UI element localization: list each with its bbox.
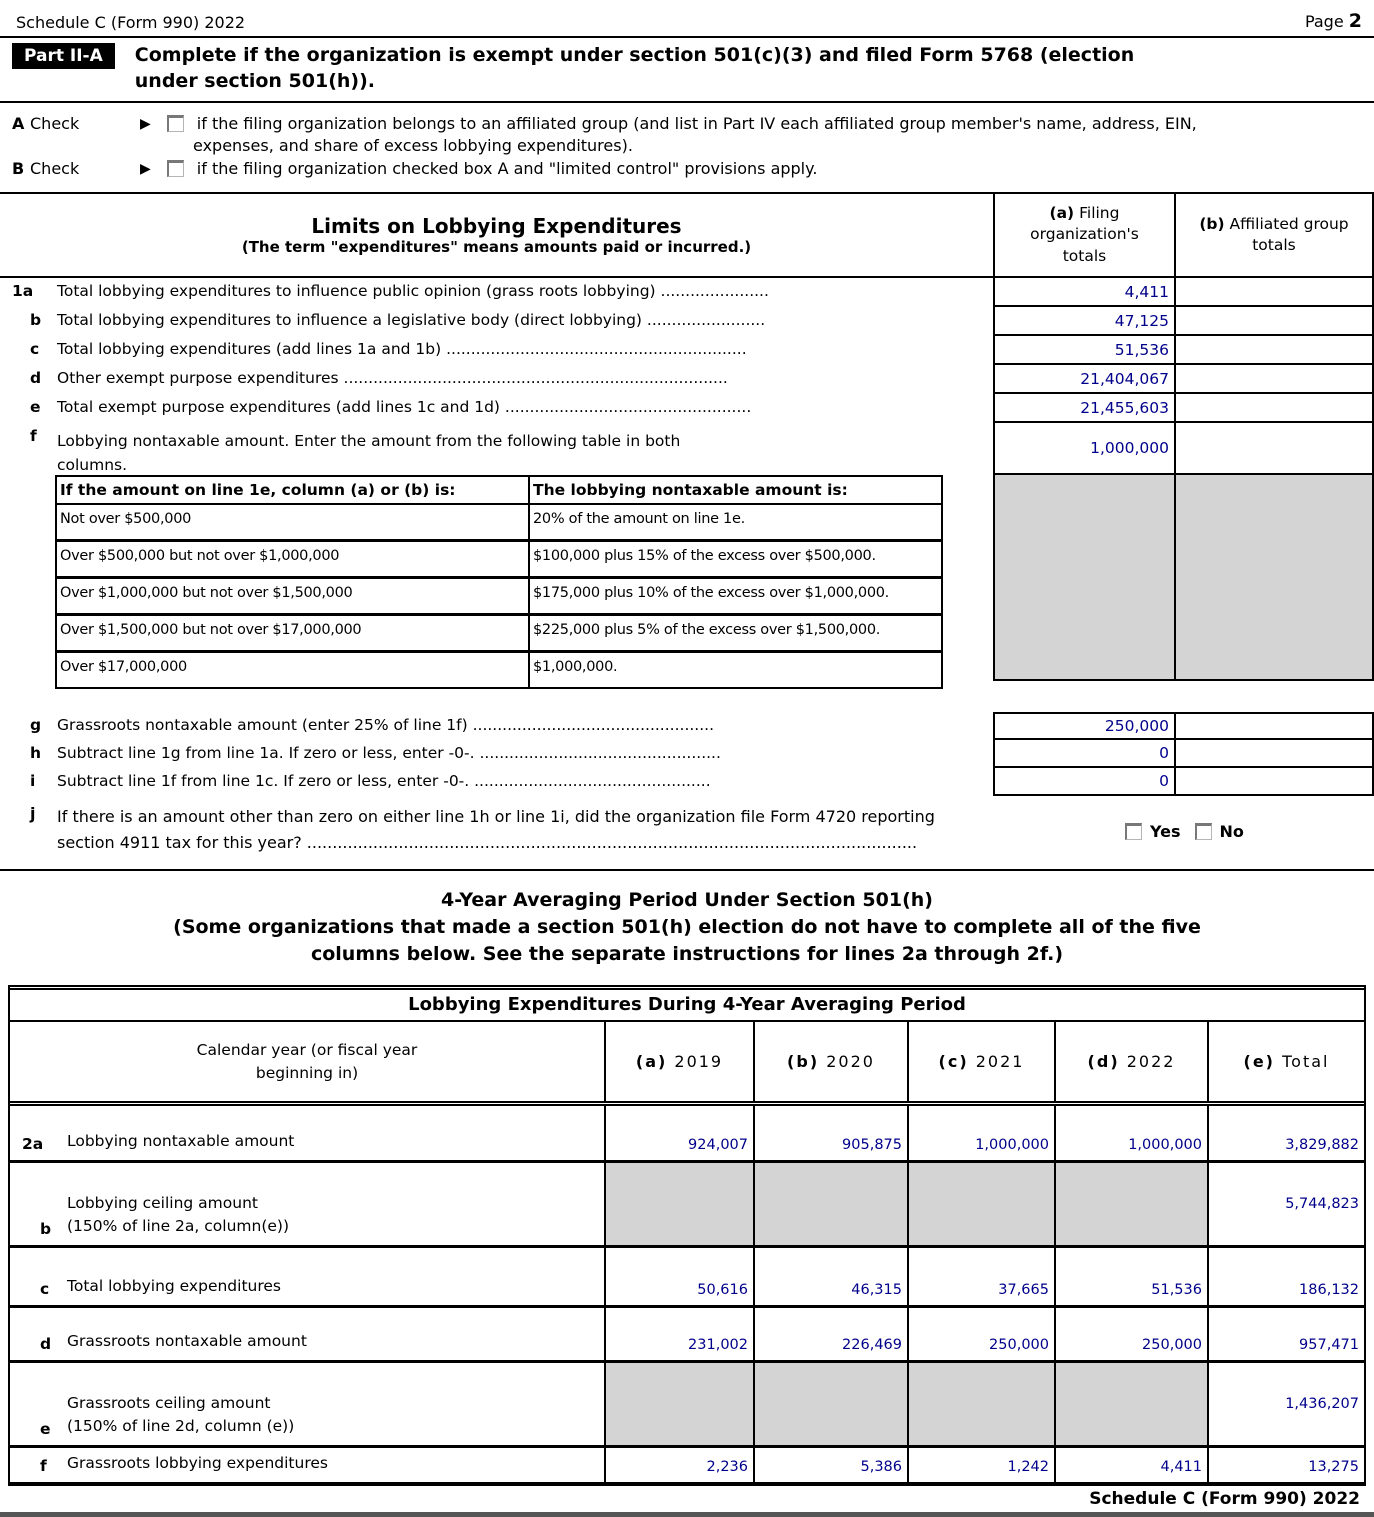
check-a-checkbox[interactable] <box>167 115 184 132</box>
line-1b-value-a: 47,125 <box>993 307 1174 336</box>
year-header-2019: (a) 2019 <box>604 1022 753 1101</box>
line-1j-row <box>0 804 1374 855</box>
line-number: b <box>40 1220 52 1239</box>
line-number: e <box>40 1420 51 1439</box>
line-1g-value-a: 250,000 <box>993 712 1174 740</box>
line-1c-value-a: 51,536 <box>993 336 1174 365</box>
cell-2a-2022: 1,000,000 <box>1054 1106 1207 1160</box>
cell-2f-2022: 4,411 <box>1054 1448 1207 1482</box>
line-1c-row <box>0 336 1374 365</box>
cell-2a-2020: 905,875 <box>753 1106 907 1160</box>
cell-2d-2022: 250,000 <box>1054 1308 1207 1360</box>
line-1a-value-a: 4,411 <box>993 278 1174 307</box>
cell-2e-2022 <box>1054 1363 1207 1445</box>
cell-2b-2020 <box>753 1163 907 1245</box>
row-label: Lobbying ceiling amount (150% of line 2a, column(e)) <box>67 1193 290 1235</box>
bracket-row-4: Over $1,500,000 but not over $17,000,000 $225,000 plus 5% of the excess over $1,500,000. <box>57 616 941 653</box>
calendar-year-header: Calendar year (or fiscal year beginning in) <box>196 1041 418 1082</box>
line-number: d <box>30 369 42 388</box>
line-number: b <box>30 311 42 330</box>
line-1f-value-b <box>1174 423 1374 475</box>
line-number: f <box>30 427 37 446</box>
cell-2b-total: 5,744,823 <box>1207 1163 1364 1245</box>
cell-2c-2020: 46,315 <box>753 1248 907 1305</box>
line-1g-value-b <box>1174 712 1374 740</box>
line-label: Other exempt purpose expenditures .............................................................................. <box>57 369 728 388</box>
cell-2c-2019: 50,616 <box>604 1248 753 1305</box>
bracket-table-container <box>0 475 993 681</box>
line-label: Total exempt purpose expenditures (add lines 1c and 1d) .................................................. <box>57 398 752 417</box>
cell-2e-2021 <box>907 1363 1054 1445</box>
no-label: No <box>1219 821 1244 841</box>
part-title-line1: Complete if the organization is exempt under section 501(c)(3) and filed Form 5768 (election <box>134 44 1135 66</box>
cell-2f-2020: 5,386 <box>753 1448 907 1482</box>
line-number: 1a <box>12 282 34 301</box>
row-label: Total lobbying expenditures <box>67 1277 281 1295</box>
cell-2c-2021: 37,665 <box>907 1248 1054 1305</box>
page-number: 2 <box>1348 10 1362 32</box>
part-title-line2: under section 501(h)). <box>134 69 376 92</box>
check-a-text: if the filing organization belongs to an affiliated group (and list in Part IV each affiliated group member's name, address, EIN, <box>196 114 1197 134</box>
limits-table <box>0 192 1374 855</box>
pointer-icon: ▶ <box>140 115 151 132</box>
cell-2d-2019: 231,002 <box>604 1308 753 1360</box>
column-b-tag: (b) <box>1199 214 1225 233</box>
averaging-title: 4-Year Averaging Period Under Section 501(h) <box>441 889 933 912</box>
cell-2c-2022: 51,536 <box>1054 1248 1207 1305</box>
averaging-subtitle-line1: (Some organizations that made a section 501(h) election do not have to complete all of the five <box>173 916 1201 939</box>
line-label: Total lobbying expenditures (add lines 1a and 1b) ............................................................. <box>57 340 747 359</box>
line-1e-value-b <box>1174 394 1374 423</box>
cell-2f-2021: 1,242 <box>907 1448 1054 1482</box>
year-header-2022: (d) 2022 <box>1054 1022 1207 1101</box>
line-label: Total lobbying expenditures to influence a legislative body (direct lobbying) ........................ <box>57 311 766 330</box>
row-2f <box>10 1448 1364 1486</box>
line-label: Lobbying nontaxable amount. Enter the amount from the following table in both columns. <box>57 432 681 475</box>
line-1h-value-b <box>1174 740 1374 768</box>
part-iia-heading <box>0 38 1374 103</box>
total-header: (e) Total <box>1207 1022 1364 1101</box>
line-1g-row <box>0 712 1374 740</box>
row-label: Grassroots nontaxable amount <box>67 1332 307 1350</box>
row-label: Grassroots ceiling amount (150% of line 2d, column (e)) <box>67 1393 295 1435</box>
line-1i-value-b <box>1174 768 1374 796</box>
line-1d-value-b <box>1174 365 1374 394</box>
line-1h-row <box>0 740 1374 768</box>
limits-table-header <box>0 194 1374 278</box>
no-checkbox[interactable] <box>1195 823 1212 840</box>
line-number: e <box>30 398 41 417</box>
year-header-2020: (b) 2020 <box>753 1022 907 1101</box>
line-1b-value-b <box>1174 307 1374 336</box>
cell-2f-2019: 2,236 <box>604 1448 753 1482</box>
cell-2a-2019: 924,007 <box>604 1106 753 1160</box>
form-title: Schedule C (Form 990) 2022 <box>16 13 246 32</box>
shaded-cell-a <box>993 475 1174 681</box>
line-label: Subtract line 1f from line 1c. If zero or less, enter -0-. ................................................ <box>57 772 711 791</box>
cell-2f-total: 13,275 <box>1207 1448 1364 1482</box>
line-1b-row <box>0 307 1374 336</box>
check-b-checkbox[interactable] <box>167 160 184 177</box>
page-footer: Schedule C (Form 990) 2022 <box>1089 1489 1360 1510</box>
cell-2b-2022 <box>1054 1163 1207 1245</box>
line-1h-value-a: 0 <box>993 740 1174 768</box>
line-1d-row <box>0 365 1374 394</box>
line-label: Subtract line 1g from line 1a. If zero or less, enter -0-. ................................................. <box>57 744 721 763</box>
line-label: Grassroots nontaxable amount (enter 25% of line 1f) ................................................. <box>57 716 715 735</box>
bottom-edge-bar <box>0 1512 1374 1517</box>
line-label: If there is an amount other than zero on either line 1h or line 1i, did the organization file Form 4720 reporting section 4911 tax for this year? ........................................................................................................................ <box>57 807 935 852</box>
line-number: j <box>30 804 36 824</box>
check-a-letter: A <box>12 114 25 134</box>
check-b-row <box>0 159 1374 178</box>
line-1f-value-a: 1,000,000 <box>993 423 1174 475</box>
cell-2d-total: 957,471 <box>1207 1308 1364 1360</box>
line-number: c <box>40 1280 50 1299</box>
section-divider <box>0 869 1374 871</box>
line-label: Total lobbying expenditures to influence public opinion (grass roots lobbying) ...................... <box>57 282 769 301</box>
row-2a <box>10 1106 1364 1163</box>
check-b-text: if the filing organization checked box A and "limited control" provisions apply. <box>196 159 818 179</box>
limits-title-cell <box>0 194 993 276</box>
cell-2e-2019 <box>604 1363 753 1445</box>
bracket-row-3: Over $1,000,000 but not over $1,500,000 $175,000 plus 10% of the excess over $1,000,000. <box>57 579 941 616</box>
check-b-letter: B <box>12 159 25 179</box>
cell-2b-2019 <box>604 1163 753 1245</box>
cell-2a-2021: 1,000,000 <box>907 1106 1054 1160</box>
line-number: d <box>40 1335 52 1354</box>
bracket-row <box>0 475 1374 681</box>
cell-2d-2020: 226,469 <box>753 1308 907 1360</box>
bracket-row-1: Not over $500,000 20% of the amount on line 1e. <box>57 505 941 542</box>
column-a-header: (a) Filing organization's totals <box>993 194 1174 276</box>
check-lines <box>0 103 1374 187</box>
check-a-word: Check <box>30 114 80 134</box>
check-a-text-line2: expenses, and share of excess lobbying expenditures). <box>193 136 633 156</box>
cell-2a-total: 3,829,882 <box>1207 1106 1364 1160</box>
page-indicator <box>1305 10 1362 32</box>
cell-2c-total: 186,132 <box>1207 1248 1364 1305</box>
line-1i-value-a: 0 <box>993 768 1174 796</box>
line-number: g <box>30 716 42 735</box>
row-label: Lobbying nontaxable amount <box>67 1132 295 1150</box>
line-1e-value-a: 21,455,603 <box>993 394 1174 423</box>
averaging-table-band: Lobbying Expenditures During 4-Year Averaging Period <box>10 985 1364 1022</box>
page-word: Page <box>1304 12 1344 31</box>
page-header <box>0 0 1374 38</box>
line-number: c <box>30 340 40 359</box>
cell-2b-2021 <box>907 1163 1054 1245</box>
bracket-row-5: Over $17,000,000 $1,000,000. <box>57 653 941 687</box>
shaded-cell-b <box>1174 475 1374 681</box>
row-2d <box>10 1308 1364 1363</box>
column-b-header: (b) Affiliated group totals <box>1174 194 1374 276</box>
line-number: 2a <box>22 1135 44 1154</box>
averaging-subtitle-line2: columns below. See the separate instructions for lines 2a through 2f.) <box>310 942 1064 965</box>
yes-no-choice <box>1125 807 1258 855</box>
cell-2d-2021: 250,000 <box>907 1308 1054 1360</box>
yes-label: Yes <box>1150 821 1181 841</box>
part-title <box>135 43 1134 94</box>
year-header-2021: (c) 2021 <box>907 1022 1054 1101</box>
line-1c-value-b <box>1174 336 1374 365</box>
cell-2e-2020 <box>753 1363 907 1445</box>
limits-title: Limits on Lobbying Expenditures <box>311 214 682 239</box>
averaging-table <box>8 985 1366 1486</box>
line-number: i <box>30 772 36 791</box>
row-2e <box>10 1363 1364 1448</box>
bracket-header: If the amount on line 1e, column (a) or (b) is: The lobbying nontaxable amount is: <box>57 477 941 505</box>
line-1a-row <box>0 278 1374 307</box>
line-1d-value-a: 21,404,067 <box>993 365 1174 394</box>
cell-2e-total: 1,436,207 <box>1207 1363 1364 1445</box>
averaging-table-header <box>10 1022 1364 1106</box>
line-1f-row <box>0 423 1374 475</box>
row-2b <box>10 1163 1364 1248</box>
line-1a-value-b <box>1174 278 1374 307</box>
part-badge: Part II-A <box>12 43 115 69</box>
column-a-tag: (a) <box>1049 203 1075 222</box>
line-number: h <box>30 744 42 763</box>
limits-subtitle: (The term "expenditures" means amounts paid or incurred.) <box>241 238 752 257</box>
averaging-title-block <box>0 887 1374 967</box>
check-a-row <box>0 114 1374 133</box>
bracket-row-2: Over $500,000 but not over $1,000,000 $100,000 plus 15% of the excess over $500,000. <box>57 542 941 579</box>
line-number: f <box>40 1457 47 1476</box>
bracket-table <box>55 475 943 689</box>
check-b-word: Check <box>30 159 80 179</box>
pointer-icon: ▶ <box>140 160 151 177</box>
yes-checkbox[interactable] <box>1125 823 1142 840</box>
row-label: Grassroots lobbying expenditures <box>67 1454 328 1472</box>
line-1i-row <box>0 768 1374 796</box>
line-1e-row <box>0 394 1374 423</box>
row-2c <box>10 1248 1364 1308</box>
